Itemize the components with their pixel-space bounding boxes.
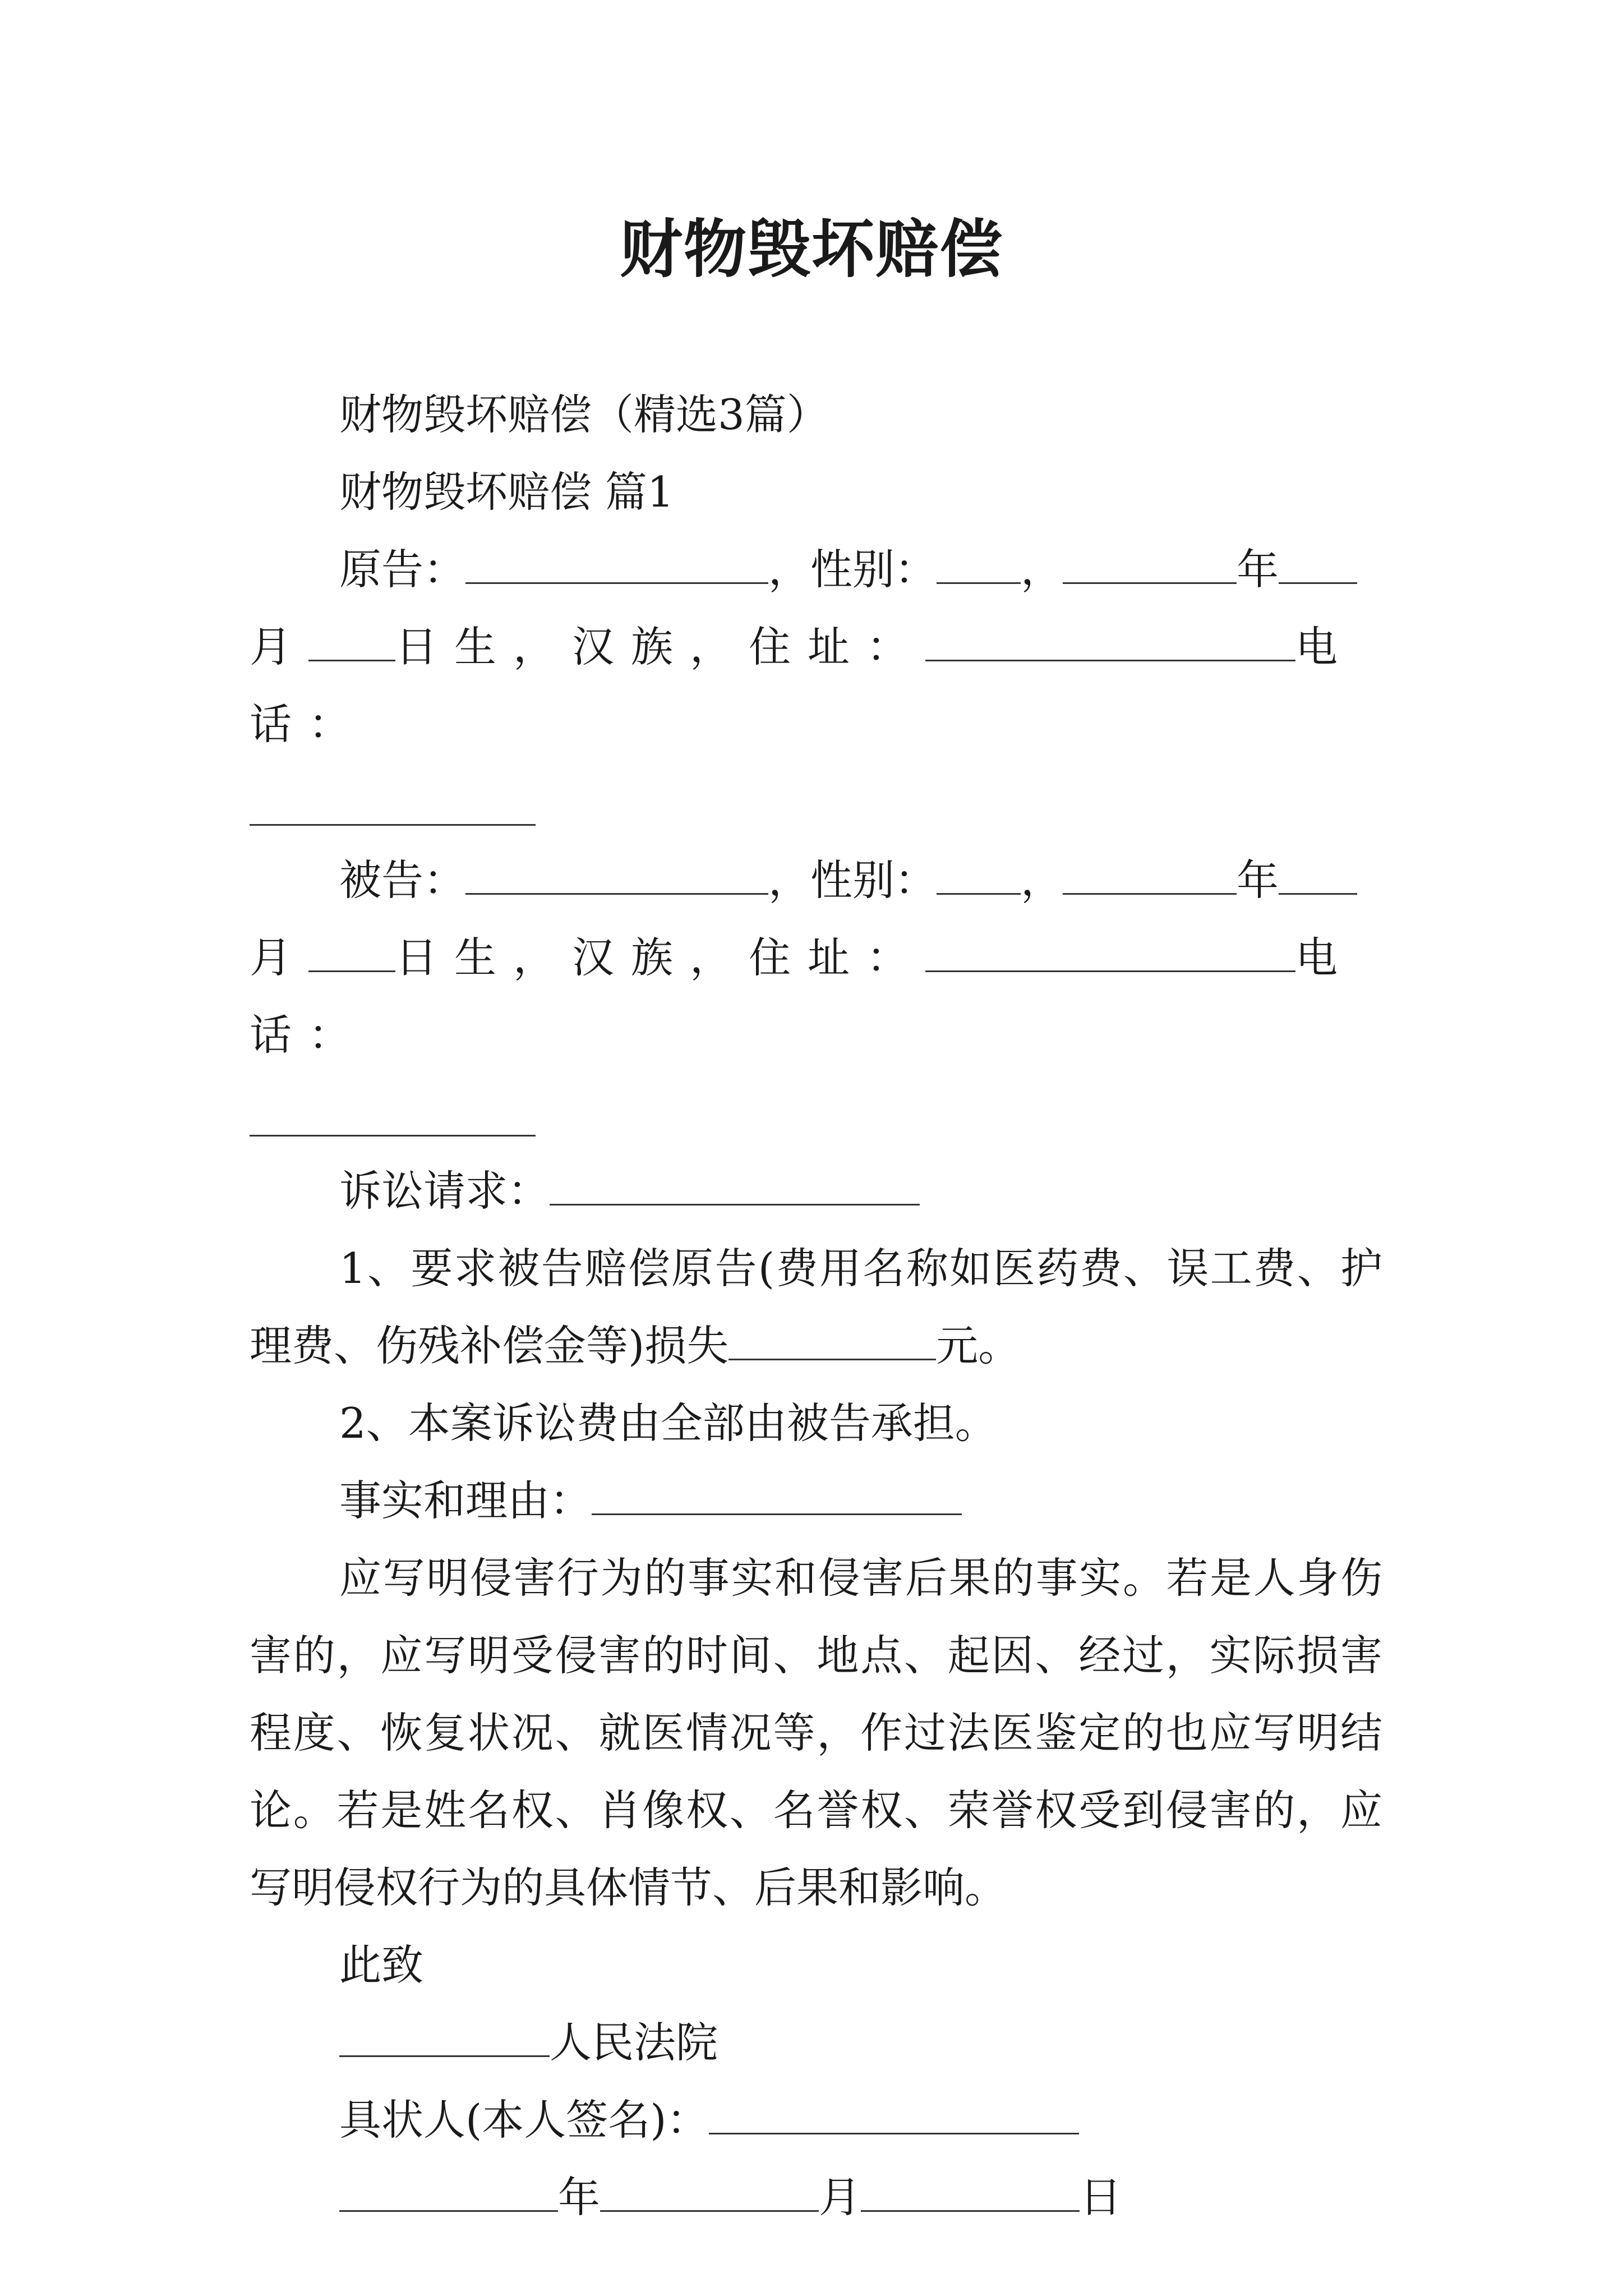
signer-line: [250, 2081, 1382, 2159]
court-label: 人民法院: [550, 2018, 718, 2067]
claims-line: [250, 1152, 1382, 1230]
plaintiff-comma: ，: [1021, 545, 1063, 594]
date-day-label: 日: [1080, 2173, 1122, 2222]
court-blank: [339, 2011, 550, 2057]
defendant-line-2: [250, 919, 1382, 1074]
document-body: [250, 376, 1382, 2236]
plaintiff-phone-line: [250, 763, 1382, 841]
defendant-phone-label: 电话：: [250, 933, 1355, 1060]
defendant-name-blank: [465, 849, 768, 895]
date-year-blank: [339, 2166, 558, 2212]
facts-blank: [592, 1469, 962, 1515]
claim-1-unit: 元。: [936, 1321, 1021, 1370]
defendant-year-label: 年: [1237, 855, 1279, 905]
defendant-comma: ，: [1021, 855, 1063, 905]
plaintiff-line-2: [250, 608, 1382, 763]
defendant-phone-line: [250, 1074, 1382, 1152]
subtitle: 财物毁坏赔偿（精选3篇）: [339, 390, 829, 439]
defendant-address-blank: [925, 926, 1295, 972]
closing: 此致: [339, 1940, 424, 1990]
plaintiff-phone-blank: [250, 780, 536, 826]
claim-1-amount-blank: [728, 1314, 936, 1360]
date-month-blank: [600, 2166, 819, 2212]
plaintiff-phone-label: 电话：: [250, 622, 1355, 749]
plaintiff-year-label: 年: [1237, 545, 1279, 594]
plaintiff-sex-blank: [937, 538, 1021, 584]
facts-line: [250, 1462, 1382, 1539]
plaintiff-name-blank: [465, 538, 768, 584]
plaintiff-label: 原告：: [339, 545, 466, 594]
date-line: [250, 2159, 1382, 2236]
defendant-label: 被告：: [339, 855, 466, 905]
document-title: 财物毁坏赔偿: [620, 213, 1003, 286]
claim-2: 2、本案诉讼费由全部由被告承担。: [339, 1398, 997, 1448]
plaintiff-born-address-label: 日生，汉族，住址：: [395, 622, 926, 671]
signer-blank: [709, 2088, 1079, 2134]
defendant-day-blank: [308, 926, 395, 972]
defendant-sex-blank: [937, 849, 1021, 895]
plaintiff-address-blank: [925, 615, 1295, 661]
defendant-line: [250, 841, 1382, 919]
court-line: [250, 2004, 1382, 2081]
facts-label: 事实和理由：: [339, 1476, 592, 1525]
claims-blank: [550, 1159, 920, 1205]
defendant-sex-label: ，性别：: [768, 855, 937, 905]
date-month-label: 月: [819, 2173, 861, 2222]
plaintiff-month-label: 月: [250, 622, 309, 671]
defendant-born-address-label: 日生，汉族，住址：: [395, 933, 926, 982]
defendant-month-blank: [1279, 849, 1357, 895]
section-title: 财物毁坏赔偿 篇1: [339, 467, 674, 517]
plaintiff-year-blank: [1063, 538, 1237, 584]
date-year-label: 年: [558, 2173, 601, 2222]
defendant-year-blank: [1063, 849, 1237, 895]
claims-label: 诉讼请求：: [339, 1166, 550, 1216]
date-day-blank: [861, 2166, 1080, 2212]
plaintiff-month-blank: [1279, 538, 1357, 584]
facts-text: 应写明侵害行为的事实和侵害后果的事实。若是人身伤害的，应写明受侵害的时间、地点、起因、经过，实际损害程度、恢复状况、就医情况等，作过法医鉴定的也应写明结论。若是姓名权、肖像权、名誉权、荣誉权受到侵害的，应写明侵权行为的具体情节、后果和影响。: [250, 1553, 1382, 1912]
defendant-month-label: 月: [250, 933, 309, 982]
claim-1-text: 1、要求被告赔偿原告(费用名称如医药费、误工费、护理费、伤残补偿金等)损失: [250, 1244, 1382, 1370]
plaintiff-day-blank: [308, 615, 395, 661]
claim-1: [250, 1230, 1382, 1384]
signer-label: 具状人(本人签名)：: [339, 2095, 709, 2145]
defendant-phone-blank: [250, 1091, 536, 1137]
plaintiff-line: [250, 531, 1382, 608]
plaintiff-sex-label: ，性别：: [768, 545, 937, 594]
